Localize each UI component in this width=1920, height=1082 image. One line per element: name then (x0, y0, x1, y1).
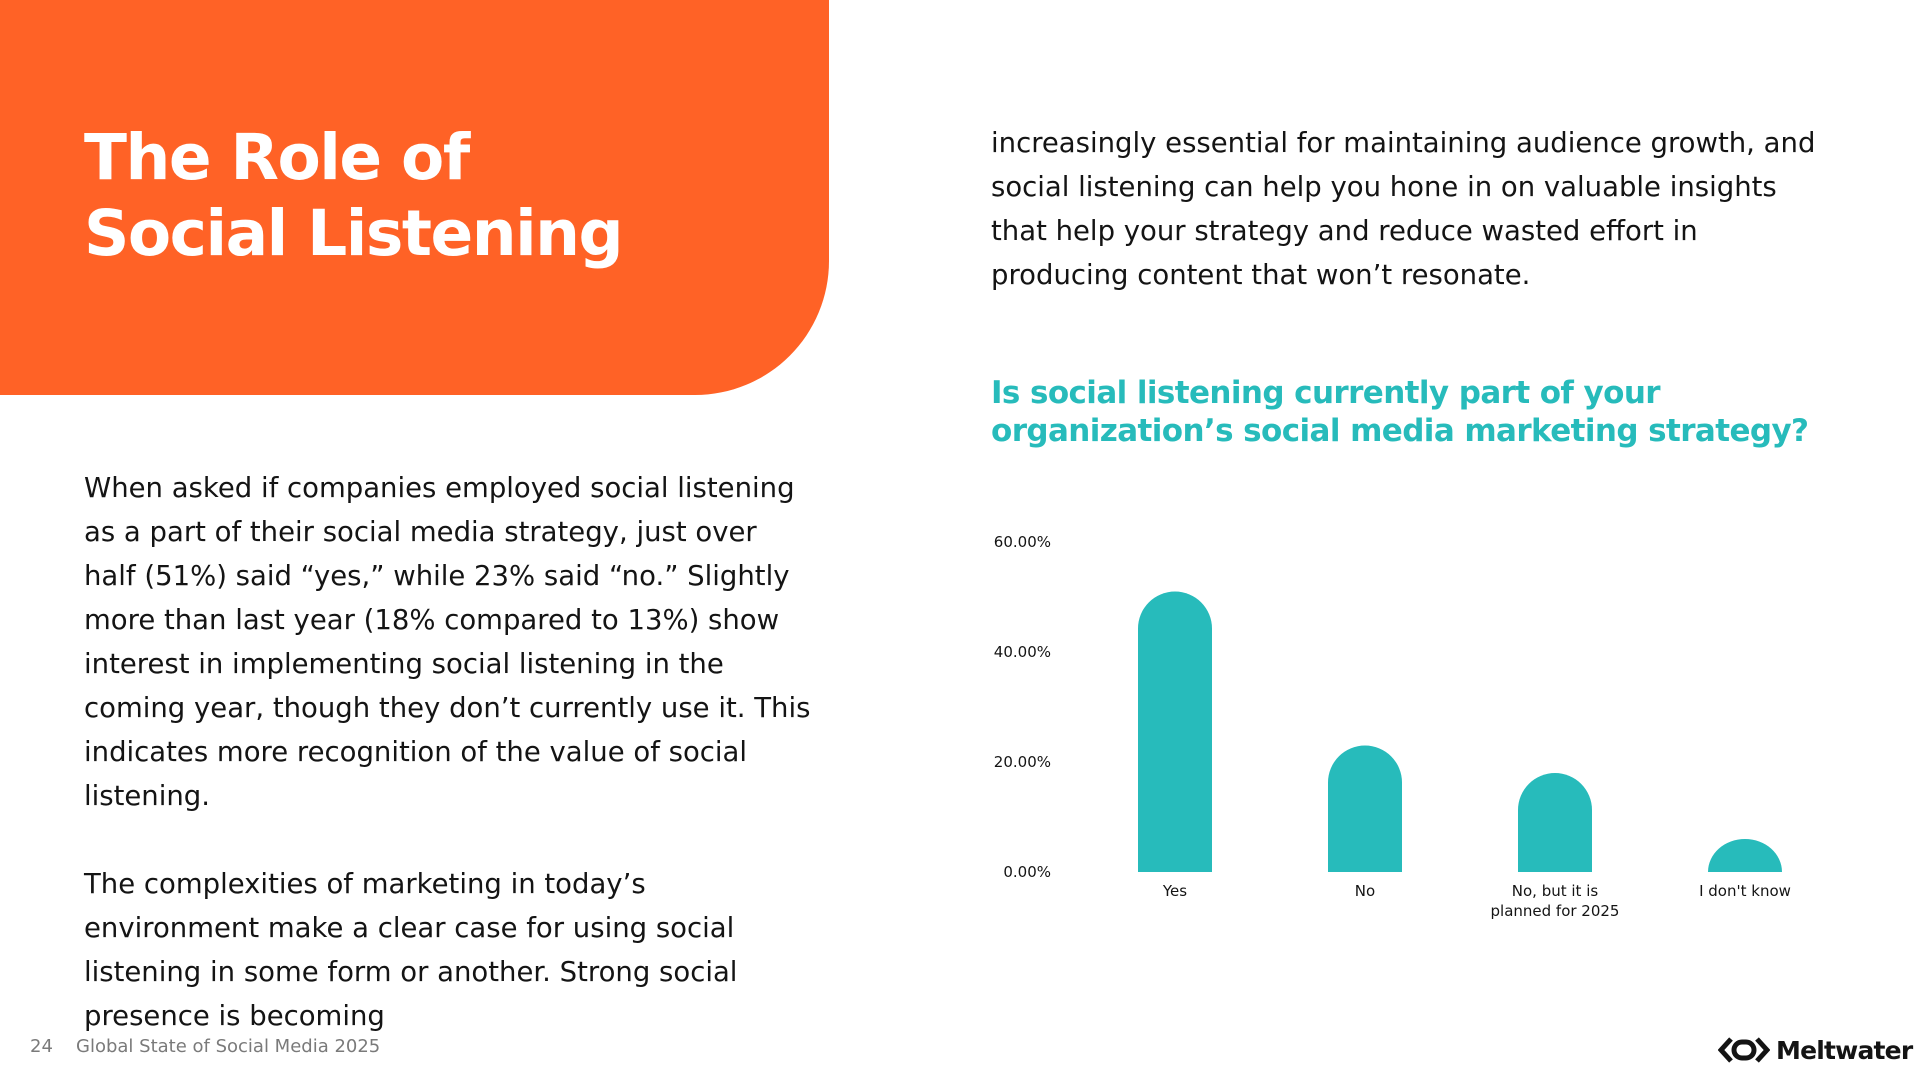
page-title-line-2: Social Listening (84, 197, 623, 270)
body-paragraph-2: The complexities of marketing in today’s environment make a clear case for using social listening in some form or another. Strong social presence is becoming (84, 868, 738, 1032)
y-tick-label: 20.00% (993, 753, 1051, 771)
y-tick-label: 40.00% (993, 643, 1051, 661)
chart-title: Is social listening currently part of your organization’s social media marketing strategy? (991, 375, 1809, 449)
bar-chart (980, 520, 1860, 940)
x-category-label: Yes (1162, 882, 1188, 900)
x-category-label: No (1354, 882, 1376, 900)
x-category-label: I don't know (1699, 882, 1791, 900)
body-paragraph-3: increasingly essential for maintaining audience growth, and social listening can help you hone in on valuable insights that help your strategy and reduce wasted effort in producing content that won’t resonate. (991, 127, 1816, 291)
page-title-line-1: The Role of (84, 121, 469, 194)
brand-logo (1718, 1034, 1912, 1066)
body-paragraph-1: When asked if companies employed social listening as a part of their social media strategy, just over half (51%) said “yes,” while 23% said “no.” Slightly more than last year (18% compared to 13%) show interest in implementing social listening in the coming year, though they don’t currently use it. This indicates more recognition of the value of social listening. (84, 472, 811, 812)
x-category-label: No, but it is planned for 2025 (1490, 882, 1620, 920)
left-column-text (84, 466, 814, 1082)
y-tick-label: 0.00% (1003, 863, 1051, 881)
right-column-text (991, 121, 1821, 297)
meltwater-logo-icon (1718, 1036, 1770, 1064)
brand-name: Meltwater (1776, 1035, 1913, 1065)
title-banner (0, 0, 829, 395)
page-number: 24 (30, 1036, 53, 1057)
bar (1708, 839, 1782, 872)
page-title (84, 120, 622, 272)
y-tick-label: 60.00% (993, 533, 1051, 551)
bar (1328, 746, 1402, 873)
document-title: Global State of Social Media 2025 (76, 1036, 381, 1057)
bar (1138, 592, 1212, 873)
bar (1518, 773, 1592, 872)
